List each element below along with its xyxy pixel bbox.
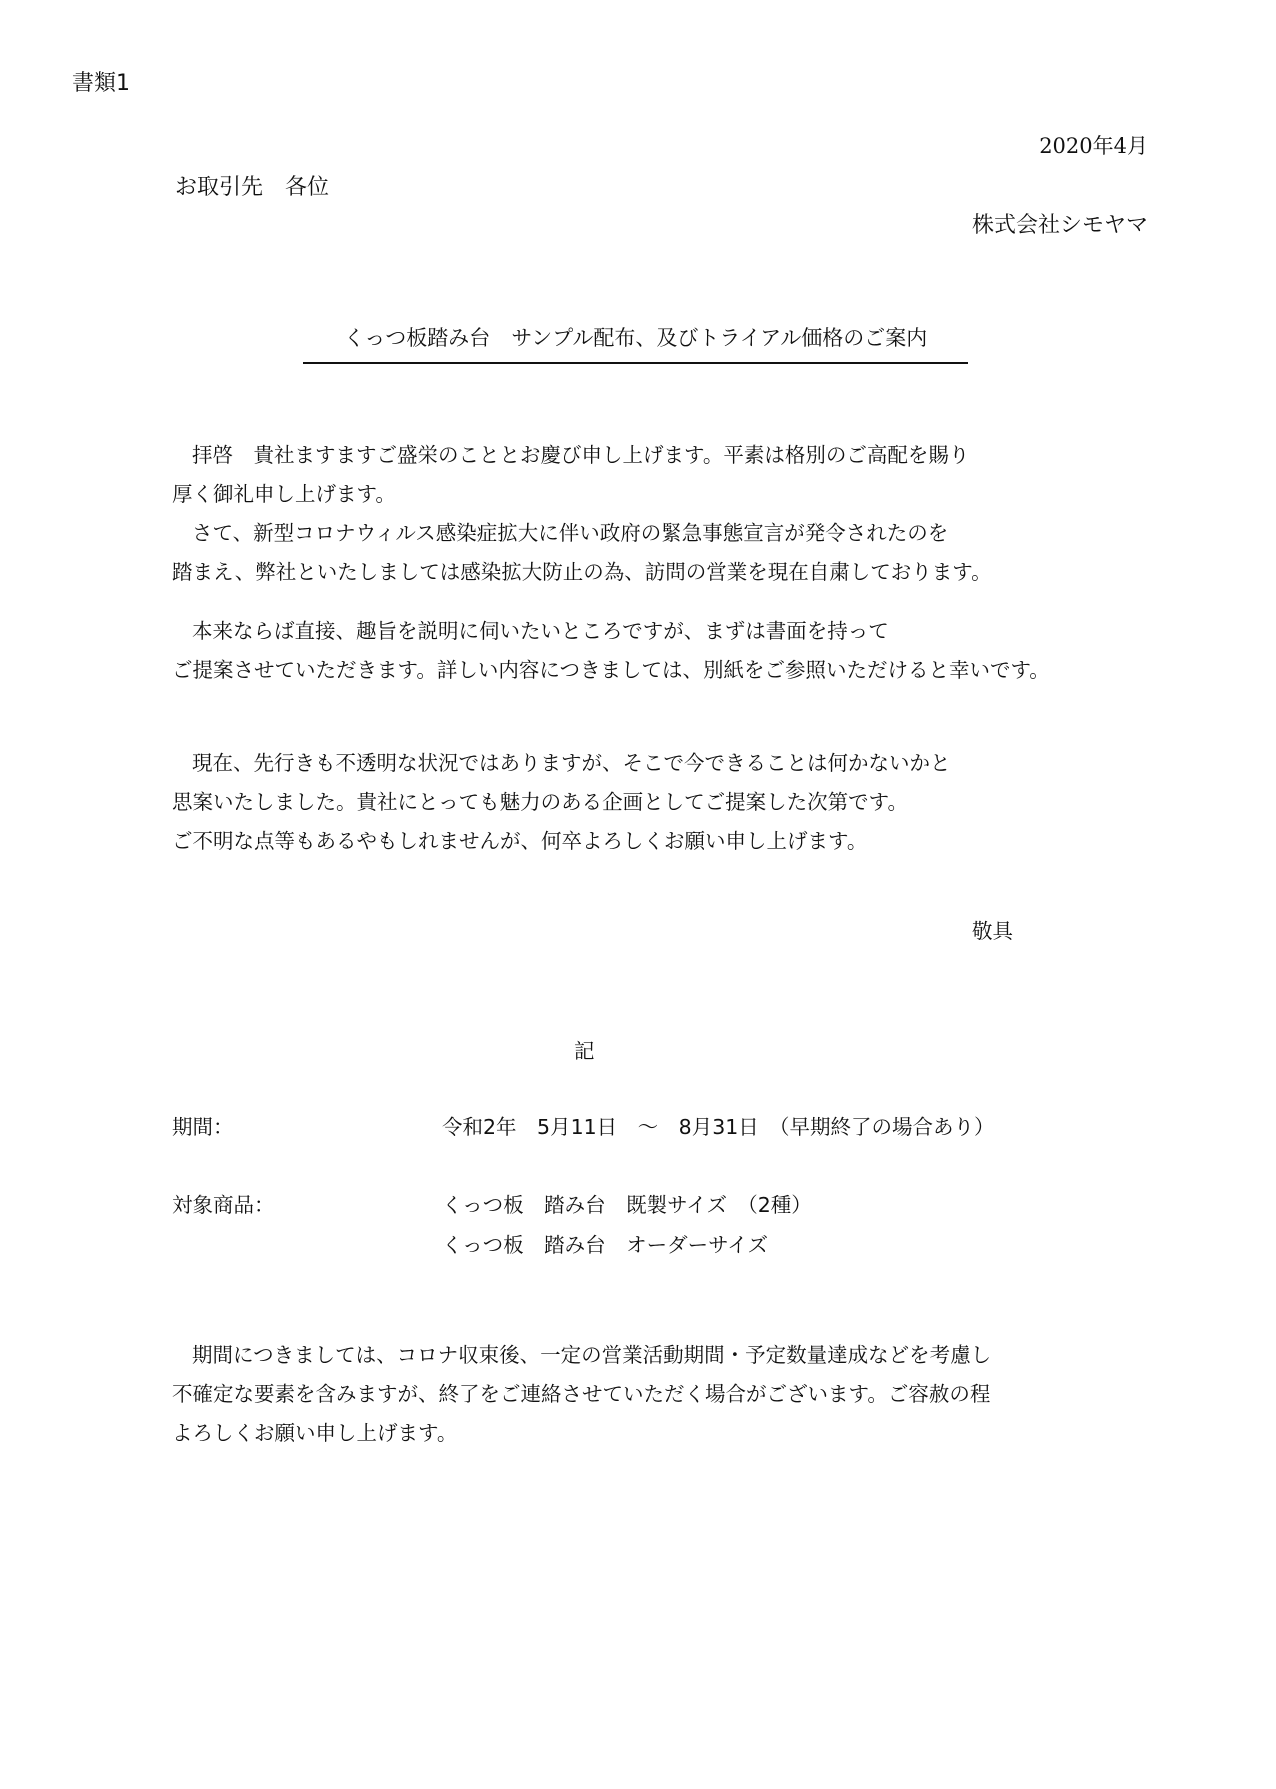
document-label: 書類1 bbox=[72, 71, 130, 96]
document-title: くっつ板踏み台 サンプル配布、及びトライアル価格のご案内 bbox=[303, 322, 968, 364]
body-line: 踏まえ、弊社といたしましては感染拡大防止の為、訪問の営業を現在自粛しております。 bbox=[172, 560, 992, 584]
note-line: 不確定な要素を含みますが、終了をご連絡させていただく場合がございます。ご容赦の程 bbox=[172, 1382, 991, 1406]
sender-company: 株式会社シモヤマ bbox=[971, 213, 1148, 238]
closing-phrase: 敬具 bbox=[972, 919, 1013, 943]
body-line: 厚く御礼申し上げます。 bbox=[172, 482, 396, 506]
body-line: さて、新型コロナウィルス感染症拡大に伴い政府の緊急事態宣言が発令されたのを bbox=[192, 521, 949, 545]
body-line: ご提案させていただきます。詳しい内容につきましては、別紙をご参照いただけると幸いです。 bbox=[172, 658, 1050, 682]
body-paragraph-2 bbox=[172, 612, 1050, 690]
note-line: 期間につきましては、コロナ収束後、一定の営業活動期間・予定数量達成などを考慮し bbox=[192, 1343, 992, 1367]
product-item: くっつ板 踏み台 オーダーサイズ bbox=[442, 1233, 768, 1257]
product-item: くっつ板 踏み台 既製サイズ （2種） bbox=[442, 1193, 812, 1217]
body-paragraph-1 bbox=[172, 436, 992, 592]
details-heading: 記 bbox=[574, 1039, 595, 1063]
body-line: ご不明な点等もあるやもしれませんが、何卒よろしくお願い申し上げます。 bbox=[172, 829, 868, 853]
document-date: 2020年4月 bbox=[1039, 134, 1148, 158]
body-paragraph-3 bbox=[172, 744, 951, 861]
body-line: 思案いたしました。貴社にとっても魅力のある企画としてご提案した次第です。 bbox=[172, 790, 908, 814]
recipient: お取引先 各位 bbox=[175, 175, 330, 200]
body-line: 拝啓 貴社ますますご盛栄のこととお慶び申し上げます。平素は格別のご高配を賜り bbox=[192, 443, 970, 467]
note-paragraph bbox=[172, 1336, 991, 1453]
body-line: 現在、先行きも不透明な状況ではありますが、そこで今できることは何かないかと bbox=[192, 751, 951, 775]
period-value: 令和2年 5月11日 ～ 8月31日 （早期終了の場合あり） bbox=[442, 1115, 995, 1139]
products-label: 対象商品： bbox=[172, 1193, 275, 1217]
body-line: 本来ならば直接、趣旨を説明に伺いたいところですが、まずは書面を持って bbox=[192, 619, 889, 643]
note-line: よろしくお願い申し上げます。 bbox=[172, 1421, 458, 1445]
period-label: 期間： bbox=[172, 1115, 234, 1139]
